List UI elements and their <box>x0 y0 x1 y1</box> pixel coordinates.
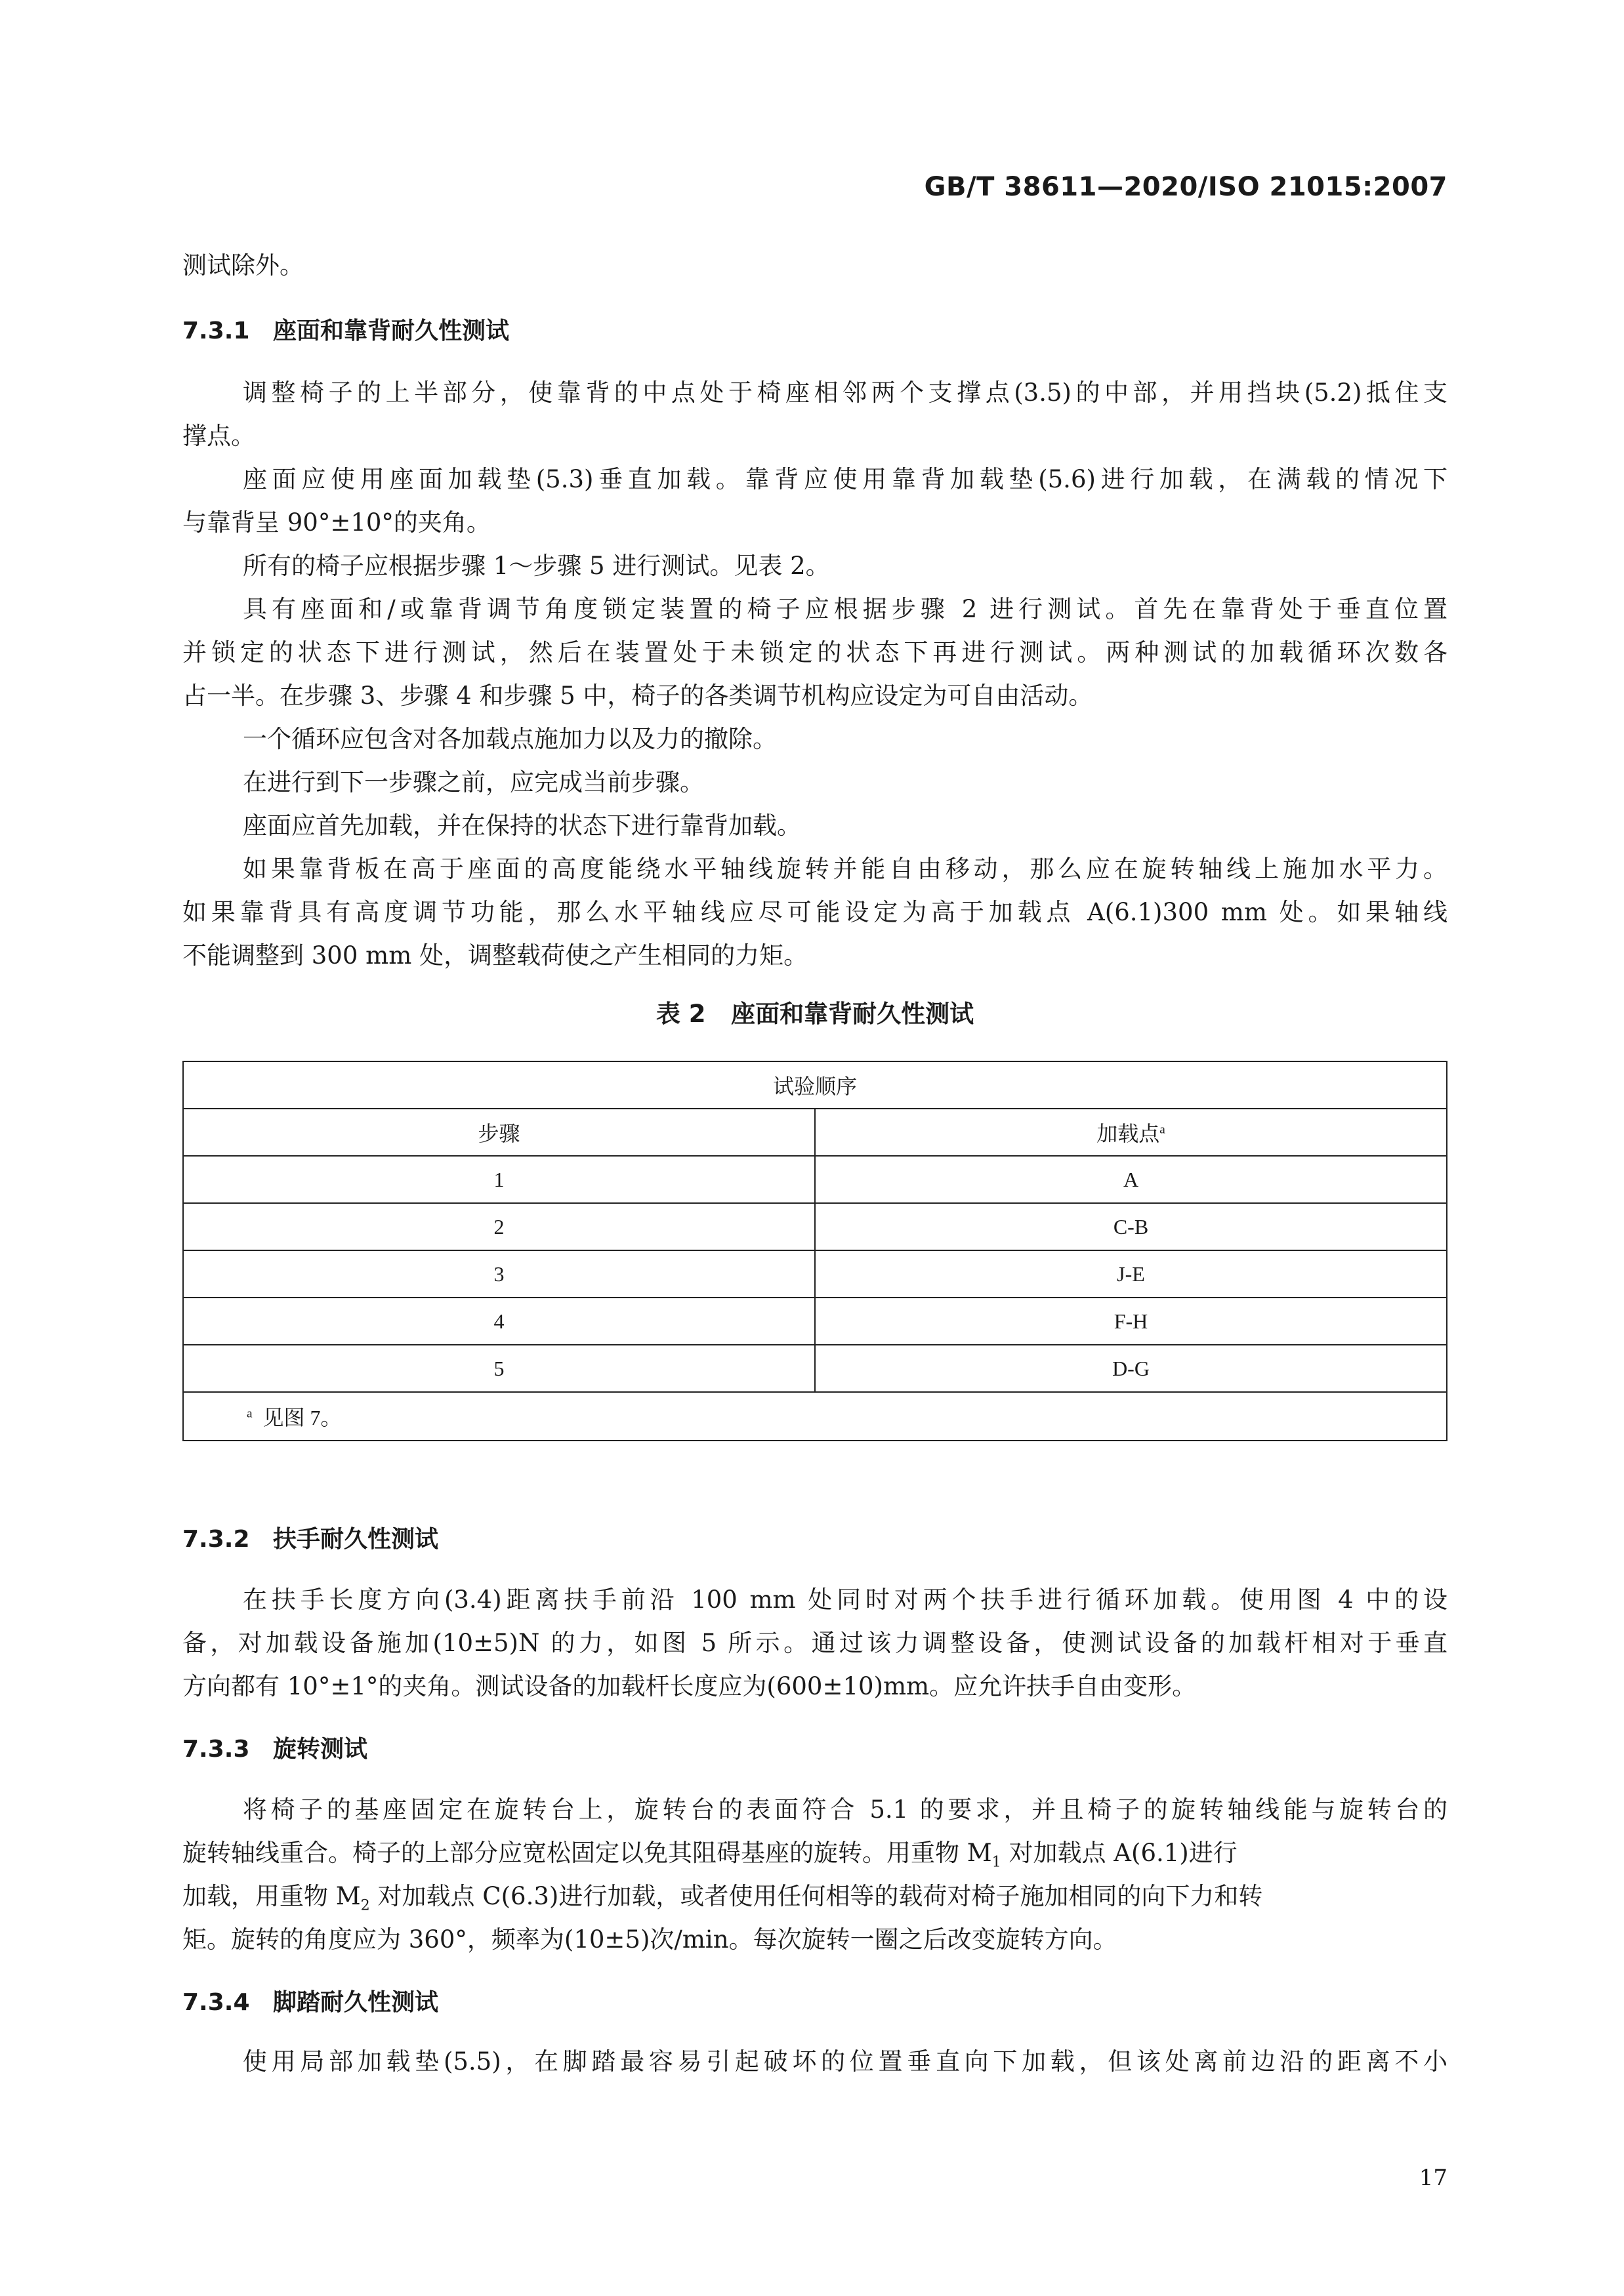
paragraph-line: 备，对加载设备施加(10±5)N 的力，如图 5 所示。通过该力调整设备，使测试设备的加载杆相对于垂直 <box>182 1629 1447 1657</box>
table-group-header: 试验顺序 <box>183 1061 1447 1109</box>
paragraph-line: 如果靠背板在高于座面的高度能绕水平轴线旋转并能自由移动，那么应在旋转轴线上施加水平力。 <box>243 855 1447 883</box>
paragraph-line: 如果靠背具有高度调节功能，那么水平轴线应尽可能设定为高于加载点 A(6.1)300 mm 处。如果轴线 <box>182 898 1447 926</box>
section-number: 7.3.3 <box>182 1736 250 1763</box>
line-text: 对加载点 A(6.1)进行 <box>1001 1839 1238 1867</box>
paragraph-line: 座面应使用座面加载垫(5.3)垂直加载。靠背应使用靠背加载垫(5.6)进行加载，在满载的情况下 <box>243 465 1447 493</box>
load-point-cell: C-B <box>815 1203 1447 1250</box>
step-cell: 1 <box>183 1156 815 1203</box>
table-row <box>183 1298 1447 1345</box>
table-group-header-row <box>183 1061 1447 1109</box>
table-row <box>183 1156 1447 1203</box>
section-title: 扶手耐久性测试 <box>273 1526 439 1553</box>
table-row <box>183 1203 1447 1250</box>
footnote-text: 见图 7。 <box>262 1406 342 1429</box>
column-header-label: 加载点 <box>1096 1122 1160 1145</box>
section-7-3-2-heading <box>182 1521 438 1554</box>
column-header-step: 步骤 <box>183 1109 815 1156</box>
load-point-cell: J-E <box>815 1250 1447 1298</box>
section-7-3-1-heading <box>182 312 509 346</box>
section-title: 座面和靠背耐久性测试 <box>273 318 510 344</box>
standard-code: GB/T 38611—2020/ISO 21015:2007 <box>924 172 1447 202</box>
table-footnote <box>183 1392 1447 1441</box>
section-7-3-3-heading <box>182 1731 367 1764</box>
column-header-load-point <box>815 1109 1447 1156</box>
step-cell: 5 <box>183 1345 815 1392</box>
paragraph-line: 与靠背呈 90°±10°的夹角。 <box>182 508 491 537</box>
paragraph-line: 不能调整到 300 mm 处，调整载荷使之产生相同的力矩。 <box>182 941 808 970</box>
table-footnote-row <box>183 1392 1447 1441</box>
paragraph-line: 撑点。 <box>182 422 255 450</box>
paragraph-line: 具有座面和/或靠背调节角度锁定装置的椅子应根据步骤 2 进行测试。首先在靠背处于垂直位置 <box>243 595 1447 623</box>
section-number: 7.3.4 <box>182 1989 250 2016</box>
table-caption: 表 2 座面和靠背耐久性测试 <box>656 1000 974 1028</box>
step-cell: 3 <box>183 1250 815 1298</box>
load-point-cell: D-G <box>815 1345 1447 1392</box>
footnote-marker: a <box>247 1406 253 1421</box>
page-number: 17 <box>1419 2165 1447 2191</box>
intro-line: 测试除外。 <box>182 251 304 279</box>
paragraph-line: 在进行到下一步骤之前，应完成当前步骤。 <box>243 768 704 796</box>
line-text: 对加载点 C(6.3)进行加载，或者使用任何相等的载荷对椅子施加相同的向下力和转 <box>369 1882 1263 1910</box>
line-text: 旋转轴线重合。椅子的上部分应宽松固定以免其阻碍基座的旋转。用重物 M <box>182 1839 992 1867</box>
paragraph-line: 使用局部加载垫(5.5)，在脚踏最容易引起破坏的位置垂直向下加载，但该处离前边沿的距离不小 <box>243 2047 1447 2076</box>
paragraph-line: 在扶手长度方向(3.4)距离扶手前沿 100 mm 处同时对两个扶手进行循环加载。使用图 4 中的设 <box>243 1586 1447 1614</box>
paragraph-line: 并锁定的状态下进行测试，然后在装置处于未锁定的状态下再进行测试。两种测试的加载循环次数各 <box>182 638 1447 666</box>
subscript: 1 <box>991 1853 1001 1871</box>
load-point-cell: F-H <box>815 1298 1447 1345</box>
paragraph-line: 所有的椅子应根据步骤 1～步骤 5 进行测试。见表 2。 <box>243 552 830 580</box>
subscript: 2 <box>360 1896 370 1914</box>
paragraph-line: 调整椅子的上半部分，使靠背的中点处于椅座相邻两个支撑点(3.5)的中部，并用挡块(5.2)抵住支 <box>243 379 1447 407</box>
section-number: 7.3.1 <box>182 318 250 344</box>
section-title: 脚踏耐久性测试 <box>273 1989 439 2016</box>
step-cell: 2 <box>183 1203 815 1250</box>
table-header-row <box>183 1109 1447 1156</box>
table-row <box>183 1345 1447 1392</box>
paragraph-line: 占一半。在步骤 3、步骤 4 和步骤 5 中，椅子的各类调节机构应设定为可自由活动。 <box>182 682 1093 710</box>
durability-test-table <box>182 1061 1447 1441</box>
section-7-3-4-heading <box>182 1984 438 2017</box>
line-text: 加载，用重物 M <box>182 1882 361 1910</box>
paragraph-line: 方向都有 10°±1°的夹角。测试设备的加载杆长度应为(600±10)mm。应允许扶手自由变形。 <box>182 1672 1197 1700</box>
footnote-marker: a <box>1159 1122 1165 1137</box>
paragraph-line: 一个循环应包含对各加载点施加力以及力的撤除。 <box>243 725 777 753</box>
load-point-cell: A <box>815 1156 1447 1203</box>
section-number: 7.3.2 <box>182 1526 250 1553</box>
section-title: 旋转测试 <box>273 1736 368 1763</box>
paragraph-line: 矩。旋转的角度应为 360°，频率为(10±5)次/min。每次旋转一圈之后改变旋转方向。 <box>182 1925 1117 1954</box>
paragraph-line: 将椅子的基座固定在旋转台上，旋转台的表面符合 5.1 的要求，并且椅子的旋转轴线能与旋转台的 <box>243 1795 1447 1824</box>
step-cell: 4 <box>183 1298 815 1345</box>
paragraph-line: 座面应首先加载，并在保持的状态下进行靠背加载。 <box>243 811 801 840</box>
table-row <box>183 1250 1447 1298</box>
